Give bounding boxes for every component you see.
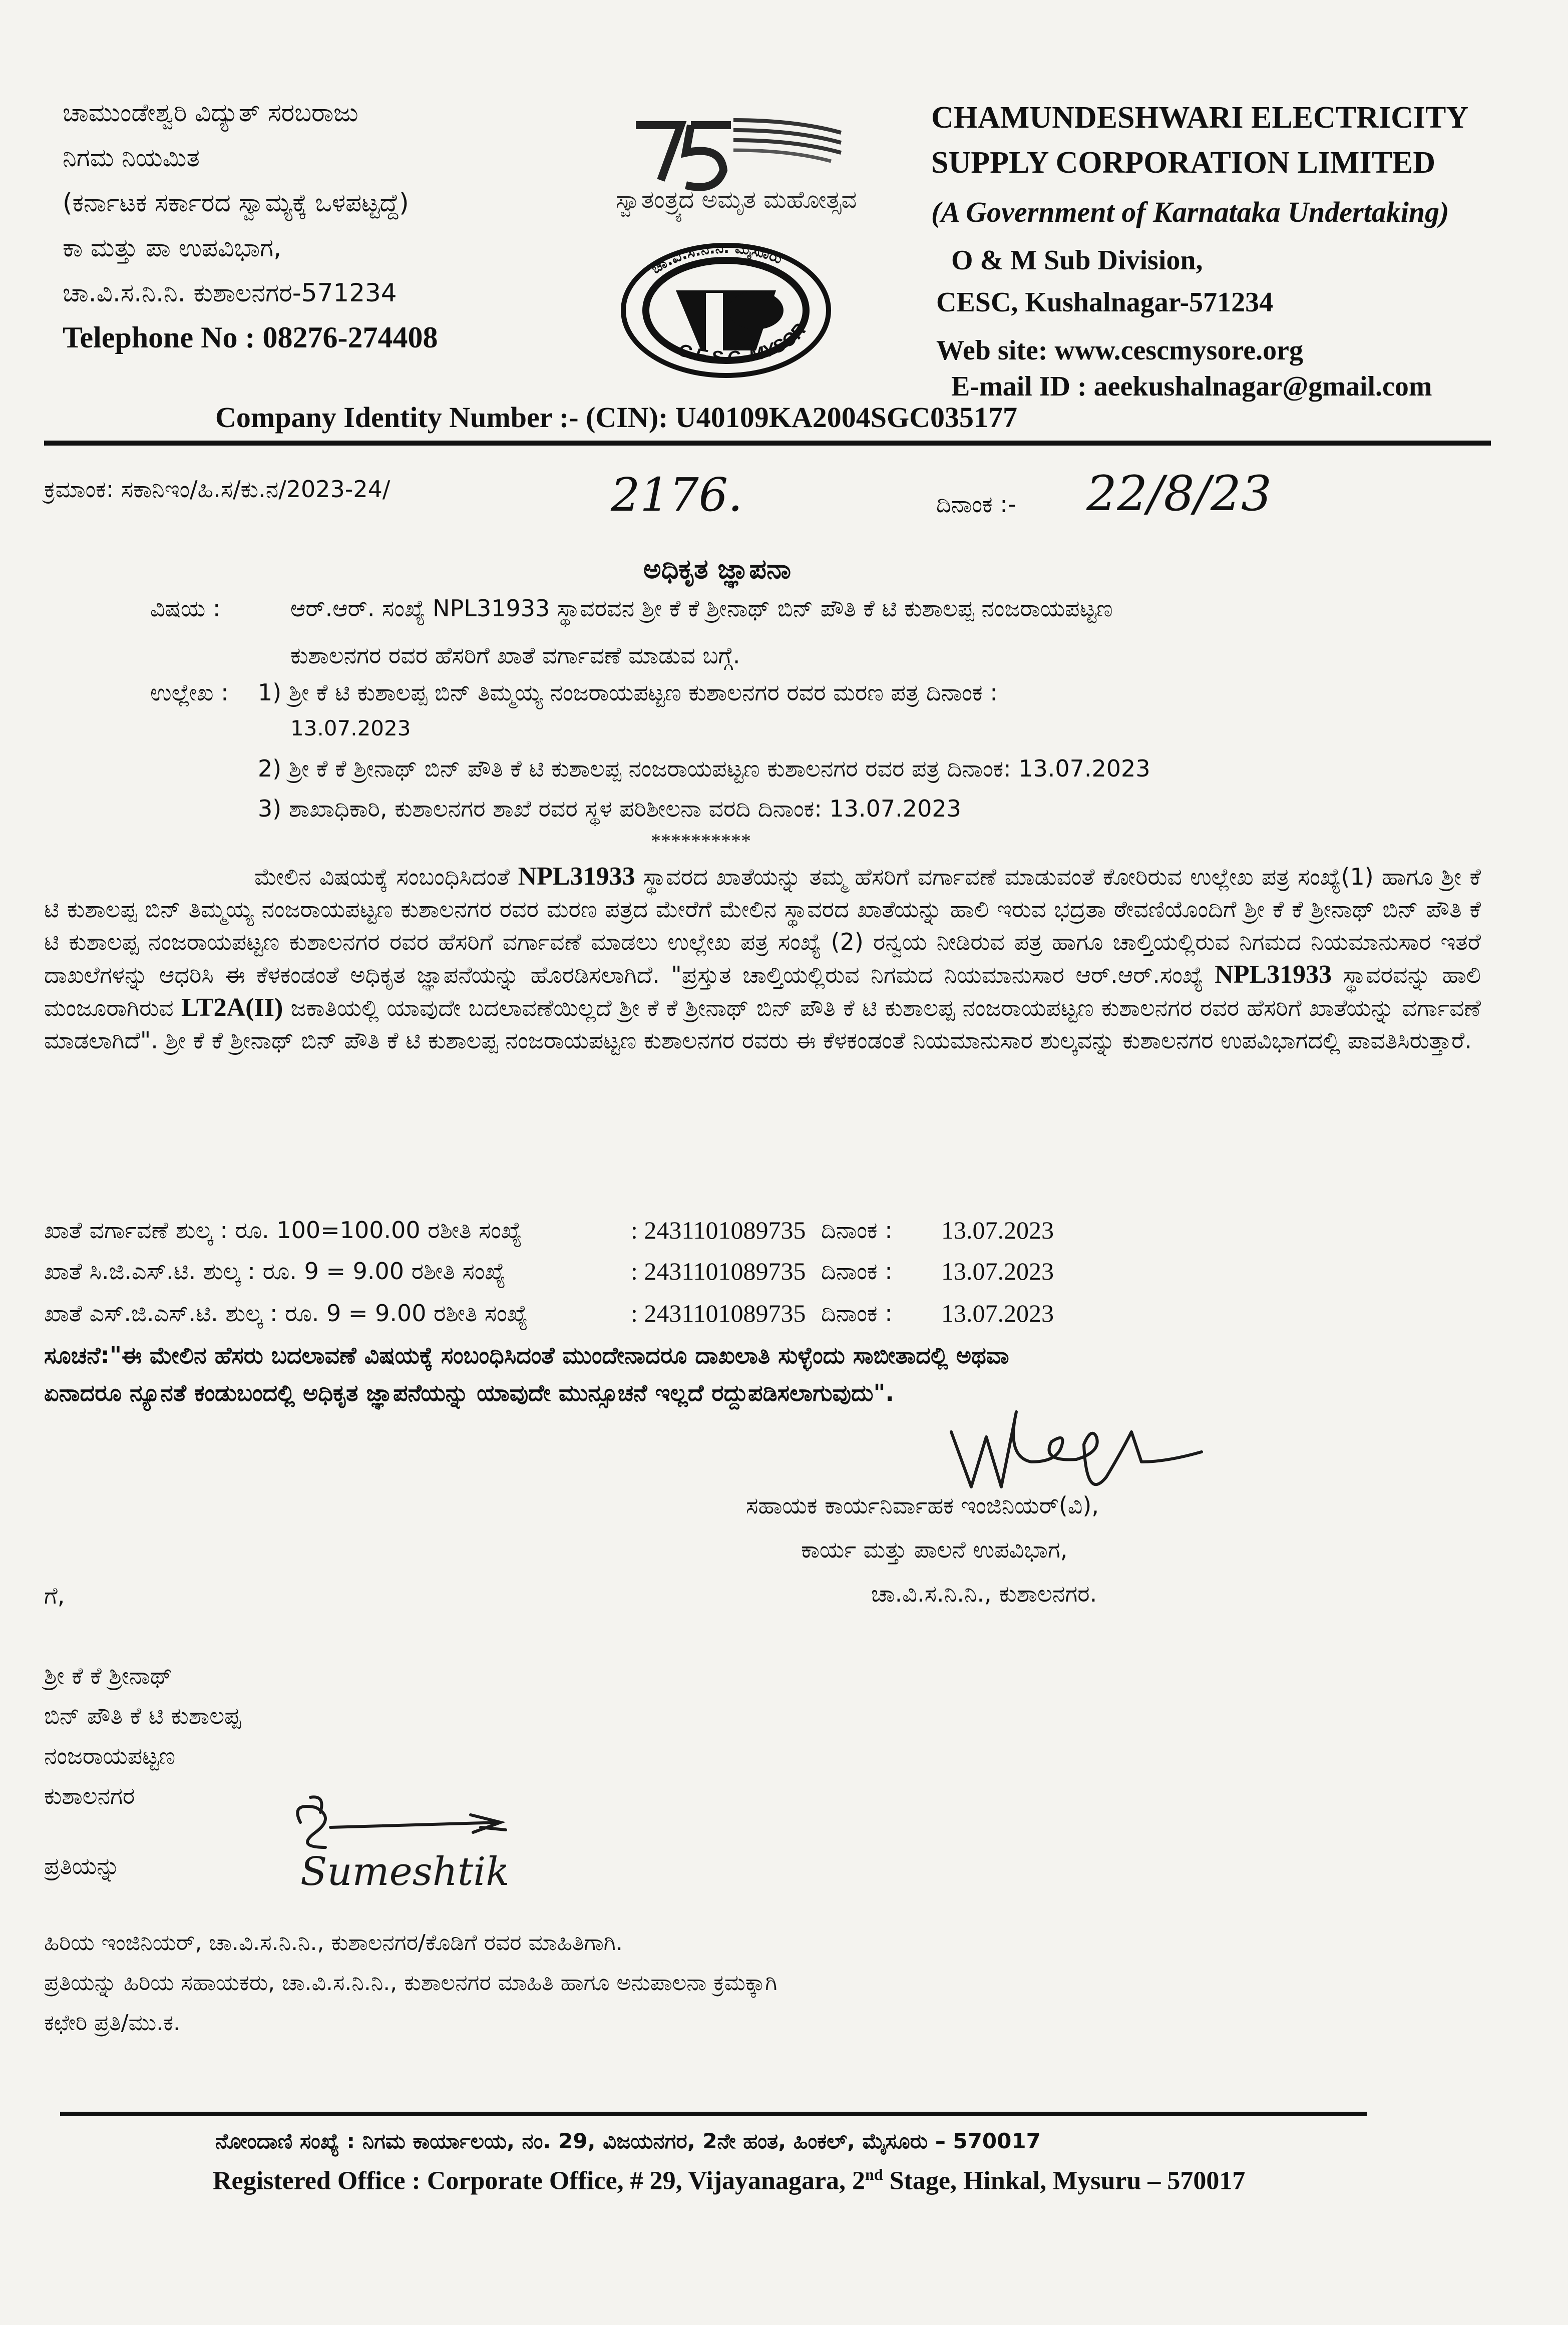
- header-en-name-1: CHAMUNDESHWARI ELECTRICITY: [931, 101, 1469, 135]
- copy-to-line-2: ಪ್ರತಿಯನ್ನು ಹಿರಿಯ ಸಹಾಯಕರು, ಚಾ.ವಿ.ಸ.ನಿ.ನಿ., ಕುಶಾಲನಗರ ಮಾಹಿತಿ ಹಾಗೂ ಅನುಪಾಲನಾ ಕ್ರಮಕ್ಕಾಗಿ: [44, 1970, 777, 1996]
- note-line-2: ಏನಾದರೂ ನ್ಯೂನತೆ ಕಂಡುಬಂದಲ್ಲಿ ಅಧಿಕೃತ ಜ್ಞಾಪನೆಯನ್ನು ಯಾವುದೇ ಮುನ್ಸೂಚನೆ ಇಲ್ಲದೆ ರದ್ದುಪಡಿಸಲಾಗುವುದು".: [44, 1379, 894, 1406]
- copy-label: ಪ್ರತಿಯನ್ನು: [44, 1852, 120, 1879]
- body-rr-number-1: NPL31933: [518, 862, 635, 891]
- azadi-amrit-mahotsav-logo: [606, 105, 886, 230]
- reference-label: ಕ್ರಮಾಂಕ: ಸಕಾನಿಇಂ/ಹಿ.ಸ/ಕು.ನ/2023-24/: [44, 476, 390, 503]
- references-label: ಉಲ್ಲೇಖ :: [150, 679, 229, 706]
- fee-row-3-date-label: ದಿನಾಂಕ :: [821, 1300, 893, 1327]
- separator-stars: **********: [651, 830, 751, 852]
- fee-row-1-date-label: ದಿನಾಂಕ :: [821, 1217, 893, 1244]
- fee-row-1-receipt: : 2431101089735: [631, 1216, 806, 1244]
- subject-line-2: ಕುಶಾಲನಗರ ರವರ ಹೆಸರಿಗೆ ಖಾತೆ ವರ್ಗಾವಣೆ ಮಾಡುವ ಬಗ್ಗೆ.: [290, 642, 740, 669]
- footer-kn-address: ನೋಂದಾಣಿ ಸಂಖ್ಯೆ : ನಿಗಮ ಕಾರ್ಯಾಲಯ, ನಂ. 29, ವಿಜಯನಗರ, 2ನೇ ಹಂತ, ಹಿಂಕಲ್, ಮೈಸೂರು – 570017: [215, 2129, 1041, 2153]
- fee-row-2-date-label: ದಿನಾಂಕ :: [821, 1258, 893, 1285]
- header-kn-line-2: ನಿಗಮ ನಿಯಮಿತ: [63, 143, 200, 172]
- cesc-mysore-logo: [606, 235, 846, 380]
- fee-row-3-date: 13.07.2023: [941, 1299, 1054, 1327]
- copy-to-line-3: ಕಛೇರಿ ಪ್ರತಿ/ಮು.ಕ.: [44, 2010, 181, 2036]
- body-text-c: ಸ್ಥಾವರವನ್ನು ಹಾಲಿ ಮಂಜೂರಾಗಿರುವ: [44, 961, 1481, 1021]
- signatory-location: ಚಾ.ವಿ.ಸ.ನಿ.ನಿ., ಕುಶಾಲನಗರ.: [871, 1580, 1097, 1607]
- header-telephone: Telephone No : 08276-274408: [63, 321, 438, 354]
- header-kn-line-1: ಚಾಮುಂಡೇಶ್ವರಿ ವಿದ್ಯುತ್ ಸರಬರಾಜು: [63, 98, 358, 127]
- fee-row-3-receipt: : 2431101089735: [631, 1299, 806, 1327]
- reference-item-1-date: 13.07.2023: [290, 716, 411, 740]
- header-kn-line-3: (ಕರ್ನಾಟಕ ಸರ್ಕಾರದ ಸ್ವಾಮ್ಯಕ್ಕೆ ಒಳಪಟ್ಟದ್ದೆ): [63, 188, 409, 217]
- recipient-line-1: ಶ್ರೀ ಕೆ ಕೆ ಶ್ರೀನಾಥ್: [44, 1662, 173, 1689]
- fee-row-1-label: ಖಾತೆ ವರ್ಗಾವಣೆ ಶುಲ್ಕ : ರೂ. 100=100.00 ರಶೀತಿ ಸಂಖ್ಯೆ: [44, 1217, 522, 1244]
- footer-en-address: [213, 2165, 1245, 2195]
- header-email: E-mail ID : aeekushalnagar@gmail.com: [951, 371, 1432, 402]
- header-en-division: O & M Sub Division,: [951, 245, 1203, 276]
- fee-row-2-date: 13.07.2023: [941, 1257, 1054, 1285]
- body-text-a: ಮೇಲಿನ ವಿಷಯಕ್ಕೆ ಸಂಬಂಧಿಸಿದಂತೆ: [254, 863, 510, 890]
- recipient-line-3: ನಂಜರಾಯಪಟ್ಟಣ: [44, 1742, 176, 1769]
- cesc-logo-bottom-text: C.E.S.C. MYSOR: [675, 319, 810, 368]
- header-kn-line-5: ಚಾ.ವಿ.ಸ.ನಿ.ನಿ. ಕುಶಾಲನಗರ-571234: [63, 278, 397, 307]
- body-text-d: ಜಕಾತಿಯಲ್ಲಿ ಯಾವುದೇ ಬದಲಾವಣೆಯಿಲ್ಲದೆ ಶ್ರೀ ಕೆ ಕೆ ಶ್ರೀನಾಥ್ ಬಿನ್ ಪೌತಿ ಕೆ ಟಿ ಕುಶಾಲಪ್ಪ ನಂಜರಾಯಪಟ್ಟಣ ಕುಶಾಲನಗರ ರವರ ಹೆಸರಿಗೆ ಖಾತೆಯನ್ನು ವರ್ಗಾವಣೆ ಮಾಡಲಾಗಿದೆ". ಶ್ರೀ ಕೆ ಕೆ ಶ್ರೀನಾಥ್ ಬಿನ್ ಪೌತಿ ಕೆ ಟಿ ಕುಶಾಲಪ್ಪ ನಂಜರಾಯಪಟ್ಟಣ ಕುಶಾಲನಗರ ರವರು ಈ ಕೆಳಕಂಡಂತೆ ನಿಯಮಾನುಸಾರ ಶುಲ್ಕವನ್ನು ಕುಶಾಲನಗರ ಉಪವಿಭಾಗದಲ್ಲಿ ಪಾವತಿಸಿರುತ್ತಾರೆ.: [44, 994, 1481, 1054]
- header-en-location: CESC, Kushalnagar-571234: [936, 287, 1274, 318]
- footer-en-suffix: Stage, Hinkal, Mysuru – 570017: [883, 2166, 1246, 2195]
- header-website: Web site: www.cescmysore.org: [936, 335, 1304, 366]
- body-text-b: ಸ್ಥಾವರದ ಖಾತೆಯನ್ನು ತಮ್ಮ ಹೆಸರಿಗೆ ವರ್ಗಾವಣೆ ಮಾಡುವಂತೆ ಕೋರಿರುವ ಉಲ್ಲೇಖ ಪತ್ರ ಸಂಖ್ಯೆ(1) ಹಾಗೂ ಶ್ರೀ ಕೆ ಟಿ ಕುಶಾಲಪ್ಪ ಬಿನ್ ತಿಮ್ಮಯ್ಯ ನಂಜರಾಯಪಟ್ಟಣ ಕುಶಾಲನಗರ ರವರ ಮರಣ ಪತ್ರದ ಮೇರೆಗೆ ಮೇಲಿನ ಸ್ಥಾವರದ ಖಾತೆಯನ್ನು ಹಾಲಿ ಇರುವ ಭದ್ರತಾ ಠೇವಣಿಯೊಂದಿಗೆ ಶ್ರೀ ಕೆ ಕೆ ಶ್ರೀನಾಥ್ ಬಿನ್ ಪೌತಿ ಕೆ ಟಿ ಕುಶಾಲಪ್ಪ ನಂಜರಾಯಪಟ್ಟಣ ಕುಶಾಲನಗರ ರವರ ಹೆಸರಿಗೆ ವರ್ಗಾವಣೆ ಮಾಡಲು ಉಲ್ಲೇಖ ಪತ್ರ ಸಂಖ್ಯೆ (2) ರನ್ವಯ ನೀಡಿರುವ ಪತ್ರ ಹಾಗೂ ಚಾಲ್ತಿಯಲ್ಲಿರುವ ನಿಗಮದ ನಿಯಮಾನುಸಾರ ಇತರೆ ದಾಖಲೆಗಳನ್ನು ಆಧರಿಸಿ ಈ ಕೆಳಕಂಡಂತೆ ಅಧಿಕೃತ ಜ್ಞಾಪನೆಯನ್ನು ಹೊರಡಿಸಲಾಗಿದೆ. "ಪ್ರಸ್ತುತ ಚಾಲ್ತಿಯಲ್ಲಿರುವ ನಿಗಮದ ನಿಯಮಾನುಸಾರ ಆರ್.ಆರ್.ಸಂಖ್ಯೆ: [44, 863, 1481, 988]
- footer-en-sup: nd: [865, 2165, 883, 2183]
- recipient-line-2: ಬಿನ್ ಪೌತಿ ಕೆ ಟಿ ಕುಶಾಲಪ್ಪ: [44, 1702, 241, 1729]
- company-cin: Company Identity Number :- (CIN): U40109KA2004SGC035177: [215, 401, 1017, 434]
- fee-row-3-label: ಖಾತೆ ಎಸ್.ಜಿ.ಎಸ್.ಟಿ. ಶುಲ್ಕ : ರೂ. 9 = 9.00 ರಶೀತಿ ಸಂಖ್ಯೆ: [44, 1300, 528, 1327]
- signatory-designation: ಸಹಾಯಕ ಕಾರ್ಯನಿರ್ವಾಹಕ ಇಂಜಿನಿಯರ್(ವಿ),: [746, 1492, 1099, 1519]
- recipient-line-4: ಕುಶಾಲನಗರ: [44, 1782, 135, 1809]
- azadi-logo-text: ಸ್ವಾತಂತ್ರ್ಯದ ಅಮೃತ ಮಹೋತ್ಸವ: [616, 186, 857, 214]
- reference-item-2: 2) ಶ್ರೀ ಕೆ ಕೆ ಶ್ರೀನಾಥ್ ಬಿನ್ ಪೌತಿ ಕೆ ಟಿ ಕುಶಾಲಪ್ಪ ನಂಜರಾಯಪಟ್ಟಣ ಕುಶಾಲನಗರ ರವರ ಪತ್ರ ದಿನಾಂಕ: 13.07.2023: [258, 755, 1150, 782]
- subject-line-1: ಆರ್.ಆರ್. ಸಂಖ್ಯೆ NPL31933 ಸ್ಥಾವರವನ ಶ್ರೀ ಕೆ ಕೆ ಶ್ರೀನಾಥ್ ಬಿನ್ ಪೌತಿ ಕೆ ಟಿ ಕುಶಾಲಪ್ಪ ನಂಜರಾಯಪಟ್ಟಣ: [290, 595, 1113, 622]
- body-rr-number-2: NPL31933: [1215, 960, 1332, 989]
- footer-divider: [60, 2112, 1367, 2116]
- fee-row-2-label: ಖಾತೆ ಸಿ.ಜಿ.ಎಸ್.ಟಿ. ಶುಲ್ಕ : ರೂ. 9 = 9.00 ರಶೀತಿ ಸಂಖ್ಯೆ: [44, 1258, 506, 1285]
- reference-item-1: 1) ಶ್ರೀ ಕೆ ಟಿ ಕುಶಾಲಪ್ಪ ಬಿನ್ ತಿಮ್ಮಯ್ಯ ನಂಜರಾಯಪಟ್ಟಣ ಕುಶಾಲನಗರ ರವರ ಮರಣ ಪತ್ರ ದಿನಾಂಕ :: [258, 679, 998, 706]
- body-tariff: LT2A(II): [181, 993, 283, 1022]
- copy-to-line-1: ಹಿರಿಯ ಇಂಜಿನಿಯರ್, ಚಾ.ವಿ.ಸ.ನಿ.ನಿ., ಕುಶಾಲನಗರ/ಕೊಡಿಗೆ ರವರ ಮಾಹಿತಿಗಾಗಿ.: [44, 1930, 623, 1956]
- body-paragraph: [44, 860, 1481, 1057]
- cesc-logo-top-text: ಚಾ.ವಿ.ಸ.ನಿ.ನಿ. ಮೈಸೂರು: [648, 239, 785, 278]
- reference-number: 2176.: [611, 468, 743, 522]
- signatory-office: ಕಾರ್ಯ ಮತ್ತು ಪಾಲನೆ ಉಪವಿಭಾಗ,: [801, 1536, 1068, 1563]
- reference-item-3: 3) ಶಾಖಾಧಿಕಾರಿ, ಕುಶಾಲನಗರ ಶಾಖೆ ರವರ ಸ್ಥಳ ಪರಿಶೀಲನಾ ವರದಿ ದಿನಾಂಕ: 13.07.2023: [258, 795, 961, 822]
- issue-date: 22/8/23: [1086, 466, 1272, 522]
- note-line-1: ಸೂಚನೆ:"ಈ ಮೇಲಿನ ಹೆಸರು ಬದಲಾವಣೆ ವಿಷಯಕ್ಕೆ ಸಂಬಂಧಿಸಿದಂತೆ ಮುಂದೇನಾದರೂ ದಾಖಲಾತಿ ಸುಳ್ಳೆಂದು ಸಾಬೀತಾದಲ್ಲಿ ಅಥವಾ: [44, 1342, 1009, 1369]
- header-en-govt: (A Government of Karnataka Undertaking): [931, 196, 1449, 228]
- recipient-to: ಗೆ,: [44, 1582, 65, 1609]
- receiver-signature-text: Sumeshtik: [300, 1849, 510, 1894]
- memo-title: ಅಧಿಕೃತ ಜ್ಞಾಪನಾ: [643, 553, 792, 585]
- receiver-signature: [280, 1792, 591, 1902]
- fee-row-1-date: 13.07.2023: [941, 1216, 1054, 1244]
- fee-row-2-receipt: : 2431101089735: [631, 1257, 806, 1285]
- footer-en-prefix: Registered Office : Corporate Office, # 29, Vijayanagara, 2: [213, 2166, 866, 2195]
- subject-label: ವಿಷಯ :: [150, 595, 221, 622]
- header-en-name-2: SUPPLY CORPORATION LIMITED: [931, 146, 1436, 180]
- officer-signature: [941, 1402, 1222, 1502]
- header-divider: [44, 441, 1491, 446]
- header-kn-line-4: ಕಾ ಮತ್ತು ಪಾ ಉಪವಿಭಾಗ,: [63, 233, 282, 262]
- date-label: ದಿನಾಂಕ :-: [936, 491, 1016, 518]
